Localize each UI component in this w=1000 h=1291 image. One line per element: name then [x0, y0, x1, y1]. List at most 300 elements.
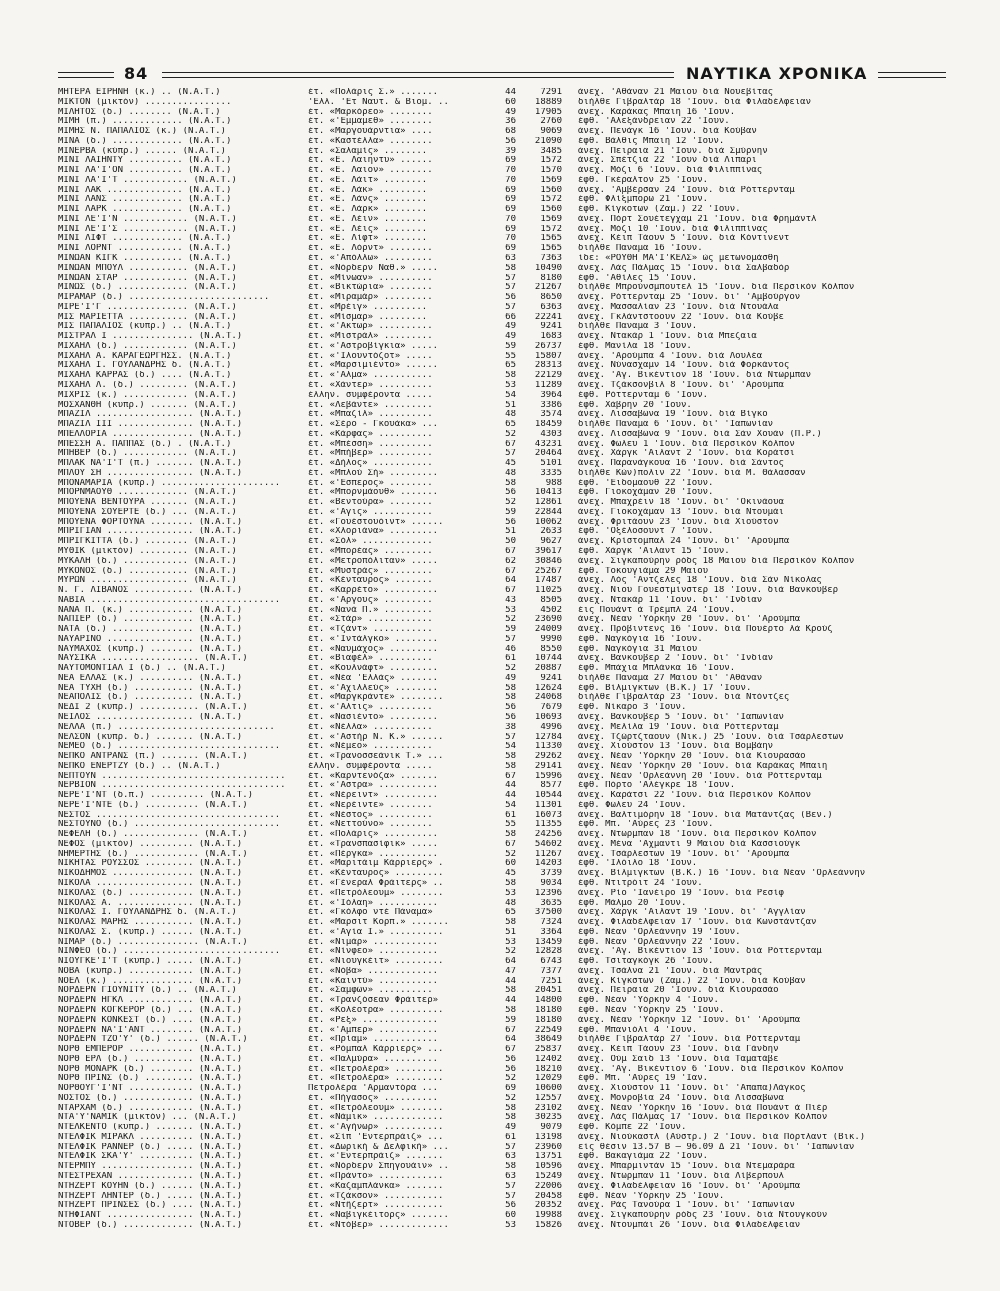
table-row	[58, 1016, 958, 1026]
ship-code: 58	[505, 761, 516, 771]
ship-tonnage: 25837	[534, 1045, 562, 1055]
ship-movement: άνεχ. Ρίο 'Ιανέϊρο 19 'Ιουν. διὰ Ρεσίφ	[578, 888, 784, 898]
ship-tonnage: 18210	[534, 1064, 562, 1074]
ship-movement: άνεχ. 'Αγ. Βικέντιον 18 'Ιουν. διὰ Ντῶρμπαν	[578, 371, 811, 381]
table-row	[58, 1192, 958, 1202]
ship-name: ΜΙΝΙ ΛΑΚ .............. (Ν.Α.Τ.)	[58, 185, 232, 195]
ship-movement: έφθ. Νέαν 'Ορλεάννην 19 'Ιουν.	[578, 927, 741, 937]
ship-owner: 'Ελλ. 'Ετ Ναυτ. & Βιομ. ..	[308, 97, 449, 107]
ship-movement: άνεχ. Νέαν 'Υόρκην 12 'Ιουν. δι' 'Αρούμπα	[578, 1015, 801, 1025]
ship-code: 53	[505, 1220, 516, 1230]
ship-owner: έτ. «Σαλαμίς» ........	[308, 146, 428, 156]
ship-movement: άνεχ. Νέαν 'Υόρκην 16 'Ιουν. διὰ Πουάντ ὰ Πιέρ	[578, 1103, 828, 1113]
ship-name: ΝΤΗΖΕΡΤ ΠΡΙΝΣΕΣ (δ.) .... (Ν.Α.Τ.)	[58, 1201, 243, 1211]
ship-movement: έφθ. Τοκουγιάμα 29 Μαΐου	[578, 566, 709, 576]
ship-name: ΜΙΧΑΗΛ ΚΑΡΡΑΣ (δ.) .... (Ν.Α.Τ.)	[58, 371, 232, 381]
table-row	[58, 1172, 958, 1182]
ship-movement: άνεχ. Σπέτζια 22 'Ιουν διὰ Λιπαρι	[578, 156, 757, 166]
ship-code: 58	[505, 1103, 516, 1113]
ship-owner: έτ. «'Αχιλλεύς» ........	[308, 683, 439, 693]
ship-movement: άνεχ. Φιλαδέλφειαν 17 'Ιουν. διὰ Κωνστάντζαν	[578, 918, 817, 928]
ship-owner: έτ. «Λεβάντε» .........	[308, 400, 433, 410]
ship-tonnage: 1560	[540, 185, 562, 195]
table-row	[58, 625, 958, 635]
ship-owner: έτ. «'Αστὴρ Ν. Κ.» ......	[308, 732, 444, 742]
ship-code: 58	[505, 918, 516, 928]
ship-code: 58	[505, 371, 516, 381]
ship-code: 69	[505, 195, 516, 205]
ship-code: 58	[505, 879, 516, 889]
ship-tonnage: 22241	[534, 312, 562, 322]
ship-name: ΝΕΛΣΟΝ (κυπρ. δ.) ....... (Ν.Α.Τ.)	[58, 732, 243, 742]
ship-movement: άνεχ. Βαλτιμόρην 18 'Ιουν. διὰ Ματάντζας (Βεν.)	[578, 810, 833, 820]
ship-name: ΝΕΔΙ 2 (κυπρ.) ........... (Ν.Α.Τ.)	[58, 703, 248, 713]
ship-name: ΝΤΕΛΦΙΚ ΜΙΡΑΚΛ .......... (Ν.Α.Τ.)	[58, 1132, 243, 1142]
ship-owner: έτ. «Κάρφας» ..........	[308, 429, 433, 439]
ship-name: ΝΕΣΤΟΣ ..................................	[58, 810, 281, 820]
ship-owner: έτ. «Νέρεϊντ» ..........	[308, 791, 439, 801]
table-row	[58, 1035, 958, 1045]
ship-name: ΜΠΛΟΥ ΣΗ ................ (Ν.Α.Τ.)	[58, 468, 243, 478]
table-row	[58, 195, 958, 205]
table-row	[58, 1104, 958, 1114]
ship-movement: άνεχ. Τζώρτζταουν (Νικ.) 25 'Ιουν. διὰ Τσάρλεστων	[578, 732, 844, 742]
ship-movement: άνεχ. 'Αθάναν 21 Μαΐου διὰ Νουεβίτας	[578, 88, 774, 97]
ship-owner: έτ. «Νίνφεο» ...........	[308, 947, 439, 957]
ship-code: 57	[505, 634, 516, 644]
ship-movement: έφθ. Κίγκοτων (Ζαμ.) 22 'Ιουν.	[578, 205, 741, 215]
ship-owner: έτ. «Ρόμπαλ Κάρριερς» ...	[308, 1045, 444, 1055]
ship-tonnage: 3635	[540, 898, 562, 908]
table-row	[58, 1006, 958, 1016]
ship-movement: άνεχ. Τσάλνα 21 'Ιουν. διὰ Μαντρὰς	[578, 966, 763, 976]
table-row	[58, 947, 958, 957]
ship-movement: έφθ. 'Αθίλες 15 'Ιουν.	[578, 273, 698, 283]
ship-owner: έτ. «Μετροπόλιταν» .....	[308, 556, 439, 566]
ship-name: ΜΙΝΙ ΛΕ'Ι'Ν ............ (Ν.Α.Τ.)	[58, 214, 237, 224]
ship-name: ΝΙΚΟΛΑΣ (δ.) ............ (Ν.Α.Τ.)	[58, 888, 243, 898]
table-row	[58, 908, 958, 918]
ship-code: 58	[505, 1162, 516, 1172]
ship-name: ΝΟΣΤΟΣ (δ.) ............. (Ν.Α.Τ.)	[58, 1093, 243, 1103]
table-row	[58, 615, 958, 625]
ship-name: ΝΤΕΣΤΡΕΧΑΝ .............. (Ν.Α.Τ.)	[58, 1171, 243, 1181]
ship-code: 67	[505, 771, 516, 781]
ship-code: 59	[505, 507, 516, 517]
ship-owner: έτ. «Ε. Λαϊον» ........	[308, 166, 433, 176]
table-row	[58, 840, 958, 850]
ship-code: 57	[505, 1181, 516, 1191]
ship-owner: Πετρολέρα 'Αρμαντόρα ...	[308, 1084, 439, 1094]
table-row	[58, 527, 958, 537]
table-row	[58, 801, 958, 811]
ship-owner: έτ. «Νάμικ» .............	[308, 1113, 444, 1123]
ship-name: ΝΕΙΛΟΣ .................. (Ν.Α.Τ.)	[58, 713, 243, 722]
ship-code: 45	[505, 869, 516, 879]
ship-name: ΝΙΚΟΛΑΣ ΜΑΡΗΣ ........... (Ν.Α.Τ.)	[58, 918, 243, 928]
ship-code: 61	[505, 654, 516, 664]
ship-code: 58	[505, 683, 516, 693]
ship-name: ΝΕΠΤΟΥΝ ..................................	[58, 771, 286, 781]
ship-owner: έτ. «Σέρο - Γκουάκα» ...	[308, 420, 439, 430]
ship-tonnage: 15996	[534, 771, 562, 781]
ship-code: 49	[505, 107, 516, 117]
table-row	[58, 352, 958, 362]
ship-name: ΝΙΜΑΡ (δ.) ............... (Ν.Α.Τ.)	[58, 937, 248, 947]
ship-name: ΝΑΥΜΑΧΟΣ (κυπρ.) ........ (Ν.Α.Τ.)	[58, 644, 243, 654]
ship-owner: έτ. «Τζάντ» ...........	[308, 625, 433, 635]
ship-name: ΜΙΧΑΗΛ (δ.) ............ (Ν.Α.Τ.)	[58, 341, 237, 351]
ship-movement: έφθ. Ναγκόγια 31 Μαΐου	[578, 644, 698, 654]
ship-tonnage: 15826	[534, 1220, 562, 1230]
ship-tonnage: 15249	[534, 1171, 562, 1181]
ship-owner: έτ. «Ε. Λάκ» .........	[308, 185, 428, 195]
ship-movement: έφθ. Βάλθις Μπαϊη 12 'Ιουν.	[578, 136, 725, 146]
ship-movement: διήλθε Κὼν)πολιν 22 'Ιουν. διὰ Μ. Θάλασσαν	[578, 468, 806, 478]
ship-owner: έτ. «Χάντερ» ..........	[308, 380, 433, 390]
ship-tonnage: 13459	[534, 937, 562, 947]
ship-tonnage: 7377	[540, 966, 562, 976]
ship-code: 63	[505, 1171, 516, 1181]
ship-tonnage: 11355	[534, 820, 562, 830]
ship-movement: άνεχ. Μπαχρέϊν 18 'Ιουν. δι' 'Οκινάουα	[578, 498, 784, 508]
ship-movement: άνεχ. Ντουμπάϊ 26 'Ιουν. διὰ Φιλαδέλφειαν	[578, 1220, 801, 1230]
ship-owner: έτ. «Σαμφῶν» ..........	[308, 986, 433, 996]
ship-owner: έτ. «Μίνωαν» ..........	[308, 273, 433, 283]
ship-owner: έτ. «Ναβιγκέϊτορς» .......	[308, 1211, 449, 1221]
ship-tonnage: 20887	[534, 664, 562, 674]
ship-tonnage: 3386	[540, 400, 562, 410]
ship-movement: άνεχ. Χάργκ 'Αϊλαντ 19 'Ιουν. δι' 'Αγγλίαν	[578, 908, 806, 918]
ship-code: 57	[505, 302, 516, 312]
ship-code: 44	[505, 791, 516, 801]
ship-movement: άνεχ. Κέϊπ Τάουν 23 'Ιουν. διὰ Γάνδην	[578, 1045, 779, 1055]
ship-owner: έτ. «Γουέστουόϊντ» ......	[308, 517, 444, 527]
ship-movement: έφθ. 'Οξέλοσουντ 7 'Ιουν.	[578, 527, 714, 537]
ship-owner: έτ. «Ε. Λόρντ» ........	[308, 244, 433, 254]
ship-owner: έτ. «'Αμπερ» ...........	[308, 1025, 439, 1035]
ship-movement: άνεχ. Φῶλεϋ 1 'Ιουν. διὰ Περσικὸν Κόλπον	[578, 439, 795, 449]
ship-owner: έτ. «Πολάρις Σ.» .......	[308, 88, 439, 97]
ship-name: ΜΙΧΑΗΛ Ι. ΓΟΥΛΑΝΔΡΗΣ δ. (Ν.Α.Τ.)	[58, 361, 232, 371]
ship-movement: άνεχ. 'Αγ. Βικέντιον 6 'Ιουν. διὰ Περσικὸν Κόλπον	[578, 1064, 844, 1074]
ship-owner: έτ. «Μαργκράντε» ........	[308, 693, 444, 703]
table-row	[58, 342, 958, 352]
ship-movement: άνεχ. Κίγκστων (Ζαμ.) 22 'Ιουν. διὰ Κούβαν	[578, 976, 806, 986]
ship-tonnage: 10062	[534, 517, 562, 527]
ship-code: 56	[505, 1201, 516, 1211]
ship-tonnage: 12784	[534, 732, 562, 742]
table-row	[58, 1055, 958, 1065]
ship-tonnage: 28313	[534, 361, 562, 371]
ship-name: ΜΠΡΙΓΙΑΝ ................ (Ν.Α.Τ.)	[58, 527, 243, 537]
table-row	[58, 498, 958, 508]
ship-movement: έφθ. Γκέραλτον 25 'Ιουν.	[578, 175, 709, 185]
ship-name: ΜΙΝΕΡΒΑ (κύπρ.) ...... (Ν.Α.Τ.)	[58, 146, 226, 156]
ship-tonnage: 30235	[534, 1113, 562, 1123]
ship-movement: άνεχ. Κρίστομπαλ 24 'Ιουν. δι' 'Αρούμπα	[578, 537, 790, 547]
ship-code: 58	[505, 1113, 516, 1123]
ship-owner: έτ. «Μαργουάρντια» ....	[308, 127, 433, 137]
ship-tonnage: 17905	[534, 107, 562, 117]
table-row	[58, 488, 958, 498]
ship-code: 49	[505, 332, 516, 342]
table-row	[58, 459, 958, 469]
ship-movement: άνεχ. Πόρτ Σουέτεγχαμ 21 'Ιουν. διὰ Φρημάντλ	[578, 214, 817, 224]
ship-name: ΝΙΚΟΛΑΣ Ι. ΓΟΥΛΑΝΔΡΗΣ δ. (Ν.Α.Τ.)	[58, 908, 237, 918]
table-row	[58, 264, 958, 274]
ship-movement: άνεχ. Ρὰς Τανούρα 1 'Ιουν. δι' 'Ιαπωνίαν	[578, 1201, 795, 1211]
ship-movement: έφθ. Ντιτρόϊτ 24 'Ιουν.	[578, 879, 703, 889]
table-row	[58, 469, 958, 479]
ship-code: 39	[505, 146, 516, 156]
ship-code: 70	[505, 175, 516, 185]
table-row	[58, 205, 958, 215]
ship-name: ΜΙΝΙ ΛΟΡΝΤ ............ (Ν.Α.Τ.)	[58, 244, 232, 254]
table-row	[58, 684, 958, 694]
ship-owner: έτ. «Νεττούνο» ........	[308, 820, 433, 830]
ship-owner: έτ. «Ε. Λάϊτ» ........	[308, 175, 428, 185]
ship-code: 51	[505, 527, 516, 537]
ship-code: 62	[505, 556, 516, 566]
ship-tonnage: 10693	[534, 713, 562, 722]
ship-code: 53	[505, 380, 516, 390]
table-row	[58, 762, 958, 772]
ship-movement: έφθ. Βίλμιγκτων (Β.Κ.) 17 'Ιουν.	[578, 683, 752, 693]
ship-code: 52	[505, 664, 516, 674]
ship-code: 70	[505, 214, 516, 224]
ship-name: ΝΤΑΡΧΑΜ (δ.) ............ (Ν.Α.Τ.)	[58, 1103, 243, 1113]
ship-code: 52	[505, 1093, 516, 1103]
ship-name: ΝΤΟΒΕΡ (δ.) ............. (Ν.Α.Τ.)	[58, 1220, 243, 1230]
ship-tonnage: 24009	[534, 625, 562, 635]
ship-owner: έτ. «Ντόβερ» .............	[308, 1220, 449, 1230]
ship-owner: έτ. «Κένταυρος» .......	[308, 576, 433, 586]
ship-movement: είς θέσιν 13.57 Β — 96.09 Δ 21 'Ιουν. δι' 'Ιαπωνίαν	[578, 1142, 855, 1152]
ship-tonnage: 39617	[534, 546, 562, 556]
ship-tonnage: 4502	[540, 605, 562, 615]
ship-owner: έτ. «Στάρ» ............	[308, 615, 433, 625]
ship-code: 60	[505, 1211, 516, 1221]
table-row	[58, 938, 958, 948]
table-row	[58, 479, 958, 489]
ship-owner: έτ. «Μπορνμάουθ» .......	[308, 488, 439, 498]
ship-owner: έτ. «Νόρδερν Σπηγουάϊν» ..	[308, 1162, 449, 1172]
ship-tonnage: 8505	[540, 595, 562, 605]
table-row	[58, 1182, 958, 1192]
ship-name: ΜΠΕΛΛΟΡΙΑ ............... (Ν.Α.Τ.)	[58, 429, 243, 439]
ship-name: ΝΤΕΛΦΙΚ ΡΑΝΝΕΡ (δ.) ..... (Ν.Α.Τ.)	[58, 1142, 243, 1152]
ship-owner: έτ. «Παλμύρα» ..........	[308, 1054, 439, 1064]
ship-name: ΜΙΣΤΡΑΛ Ι ............... (Ν.Α.Τ.)	[58, 332, 243, 342]
ship-code: 48	[505, 410, 516, 420]
ship-owner: έτ. «Πετρολέρα» .........	[308, 1064, 444, 1074]
ship-code: 65	[505, 361, 516, 371]
ship-code: 57	[505, 1191, 516, 1201]
ship-tonnage: 9069	[540, 127, 562, 137]
ship-code: 59	[505, 625, 516, 635]
ship-movement: διήλθε Μπρούνσμπουτελ 15 'Ιουν. διὰ Περσικὸν Κόλπον	[578, 283, 855, 293]
ship-movement: άνεχ. Νέαν 'Υόρκην 20 'Ιουν. διὰ Καράκας Μπαϊη	[578, 761, 828, 771]
ship-movement: διήλθε Παναμᾶ 27 Μαΐου δι' 'Αθάναν	[578, 673, 763, 683]
ship-movement: άνεχ. Ντῶρμπαν 18 'Ιουν. διὰ Περσικὸν Κόλπον	[578, 830, 817, 840]
ship-movement: άνεχ. Ντακὰρ 1 'Ιουν. διὰ Μπεζαΐα	[578, 332, 757, 342]
ship-movement: άνεχ. Καράτσι 22 'Ιουν. διὰ Περσικὸν Κόλπον	[578, 791, 811, 801]
ship-owner: έτ. «'Ακτωρ» ..........	[308, 322, 433, 332]
ship-owner: έτ. «Μιραμάρ» .........	[308, 293, 433, 303]
table-row	[58, 244, 958, 254]
ship-movement: άνεχ. Λισσαβῶνα 19 'Ιουν. διὰ Βίγκο	[578, 410, 768, 420]
ship-tonnage: 22549	[534, 1025, 562, 1035]
ship-movement: άνεχ. Χάργκ 'Αϊλαντ 2 'Ιουν. διὰ Κοράτσι	[578, 449, 795, 459]
ship-code: 59	[505, 1015, 516, 1025]
ship-movement: άνεχ. Βανκοῦβερ 5 'Ιουν. δι' 'Ιαπωνίαν	[578, 713, 784, 722]
ship-tonnage: 3485	[540, 146, 562, 156]
ship-owner: έτ. «Πράντο» ............	[308, 1171, 444, 1181]
ship-tonnage: 26737	[534, 341, 562, 351]
ship-owner: έτ. «Νόβα» .............	[308, 966, 439, 976]
ship-tonnage: 29141	[534, 761, 562, 771]
ship-owner: έτ. «Ναυμάχος» .........	[308, 644, 439, 654]
table-row	[58, 557, 958, 567]
table-row	[58, 166, 958, 176]
table-row	[58, 322, 958, 332]
ship-owner: έτ. «Καζαμπλάνκα» .......	[308, 1181, 444, 1191]
ship-name: ΝΑΥΣΙΚΑ .................. (Ν.Α.Τ.)	[58, 654, 248, 664]
ship-name: ΜΙΝΑ (δ.) ............. (Ν.Α.Τ.)	[58, 136, 232, 146]
ship-code: 38	[505, 722, 516, 732]
ship-owner: έτ. «Τρανοσσεάνικ Τ.» ...	[308, 752, 444, 762]
ship-tonnage: 11267	[534, 849, 562, 859]
ship-name: ΝΕΑΠΟΛΙΣ (δ.) ........... (Ν.Α.Τ.)	[58, 693, 243, 703]
ship-code: 56	[505, 1054, 516, 1064]
ship-owner: έτ. «Γένεραλ Φράϊτερς» ..	[308, 879, 444, 889]
ship-code: 67	[505, 566, 516, 576]
ship-movement: έφθ. Μάλμο 20 'Ιουν.	[578, 898, 687, 908]
ship-name: ΝΟΡΔΕΡΝ ΓΙΟΥΝΙΤΥ (δ.) .. (Ν.Α.Τ.)	[58, 986, 237, 996]
ship-owner: έλλην. συμφέροντα .....	[308, 390, 433, 400]
ship-tonnage: 20352	[534, 1201, 562, 1211]
ship-owner: έτ. «Καιντύ» ...........	[308, 976, 439, 986]
ship-movement: άνεχ. Νέαν 'Υόρκην 20 'Ιουν. δι' 'Αρούμπα	[578, 615, 801, 625]
ship-tonnage: 1570	[540, 166, 562, 176]
ship-name: ΝΕΦΕΛΗ (δ.) .............. (Ν.Α.Τ.)	[58, 830, 248, 840]
table-row	[58, 899, 958, 909]
ship-code: 69	[505, 205, 516, 215]
ship-movement: έις Πουάντ ὰ Τρέμπλ 24 'Ιουν.	[578, 605, 736, 615]
ship-code: 54	[505, 800, 516, 810]
ship-code: 58	[505, 693, 516, 703]
ship-code: 59	[505, 341, 516, 351]
ship-movement: άνεχ. Οὗμ Σαΐδ 13 'Ιουν. διὰ Ταματάβε	[578, 1054, 779, 1064]
table-row	[58, 391, 958, 401]
ship-tonnage: 18889	[534, 97, 562, 107]
ship-code: 43	[505, 595, 516, 605]
ship-code: 55	[505, 820, 516, 830]
ship-name: ΝΟΡΔΕΡΝ ΚΟΓΚΕΡΟΡ (δ.) ... (Ν.Α.Τ.)	[58, 1005, 243, 1015]
ship-name: ΝΕΡΕ'Ι'ΝΤΕ (δ.) .......... (Ν.Α.Τ.)	[58, 800, 248, 810]
ship-owner: έτ. «Μαρσιμιέντο» ......	[308, 361, 439, 371]
ship-owner: έτ. «Ε. Λάρκ» ........	[308, 205, 428, 215]
ship-tonnage: 7363	[540, 254, 562, 264]
ship-owner: έτ. «Βικτώρια» ........	[308, 283, 433, 293]
ship-name: ΝΕΜΕΟ (δ.) ..............................	[58, 742, 281, 752]
ship-tonnage: 9990	[540, 634, 562, 644]
table-row	[58, 567, 958, 577]
ship-list	[58, 88, 958, 1231]
ship-tonnage: 22129	[534, 371, 562, 381]
ship-movement: έφθ. Νέαν 'Υόρκην 25 'Ιουν.	[578, 1005, 725, 1015]
ship-owner: έτ. «Μαρκόρεο» ........	[308, 107, 433, 117]
ship-tonnage: 2633	[540, 527, 562, 537]
ship-owner: έτ. «Πέργκα» ...........	[308, 849, 439, 859]
table-row	[58, 1162, 958, 1172]
ship-owner: έτ. «Μπορέας» .........	[308, 546, 433, 556]
ship-movement: άνεχ. Βανκοῦβερ 2 'Ιουν. δι' 'Ινδίαν	[578, 654, 774, 664]
table-row	[58, 537, 958, 547]
ship-tonnage: 11289	[534, 380, 562, 390]
table-row	[58, 449, 958, 459]
ship-name: ΝΤΑ'Υ'ΝΑΜΙΚ (μικτόν) ... (Ν.Α.Τ.)	[58, 1113, 237, 1123]
ship-code: 70	[505, 166, 516, 176]
ship-tonnage: 10596	[534, 1162, 562, 1172]
ship-movement: διήλθε Γιβραλτὰρ 23 'Ιουν. διὰ Ντόντζες	[578, 693, 790, 703]
ship-name: ΝΙΝΦΕΟ (δ.) .............................	[58, 947, 281, 957]
table-row	[58, 1211, 958, 1221]
ship-code: 67	[505, 1045, 516, 1055]
table-row	[58, 869, 958, 879]
ship-code: 57	[505, 283, 516, 293]
ship-movement: άνεχ. Λὸς 'Αντζελες 18 'Ιουν. διὰ Σὰν Νίκολας	[578, 576, 822, 586]
ship-code: 36	[505, 117, 516, 127]
ship-owner: έτ. «Κολέοτρα» ..........	[308, 1005, 444, 1015]
table-row	[58, 274, 958, 284]
table-row	[58, 108, 958, 118]
header-rule-left	[58, 72, 114, 78]
ship-name: ΝΑΝΑ Π. (κ.) ............ (Ν.Α.Τ.)	[58, 605, 243, 615]
table-row	[58, 645, 958, 655]
ship-name: ΝΗΜΕΡΤΗΣ (δ.) ............ (Ν.Α.Τ.)	[58, 849, 248, 859]
table-row	[58, 1074, 958, 1084]
ship-owner: έτ. «Νόρδερν Ναθ.» .....	[308, 263, 439, 273]
ship-code: 44	[505, 781, 516, 791]
ship-tonnage: 24256	[534, 830, 562, 840]
ship-movement: έφθ. Ναγκόγια 16 'Ιουν.	[578, 634, 703, 644]
ship-name: ΜΠΟΥΕΝΑ ΣΟΥΕΡΤΕ (δ.) ... (Ν.Α.Τ.)	[58, 507, 237, 517]
ship-code: 67	[505, 839, 516, 849]
ship-name: ΝΕΡΕ'Ι'ΝΤ (δ.π.) .......... (Ν.Α.Τ.)	[58, 791, 254, 801]
ship-owner: έτ. «Μπήβερ» ..........	[308, 449, 433, 459]
ship-code: 63	[505, 1152, 516, 1162]
ship-code: 67	[505, 1025, 516, 1035]
ship-code: 66	[505, 312, 516, 322]
ship-code: 58	[505, 830, 516, 840]
ship-tonnage: 3739	[540, 869, 562, 879]
ship-name: ΜΥΡΩΝ .................. (Ν.Α.Τ.)	[58, 576, 237, 586]
ship-movement: έφθ. Νέαν 'Υόρκην 25 'Ιουν.	[578, 1191, 725, 1201]
table-row	[58, 254, 958, 264]
ship-movement: άνεχ. Χιούστον 13 'Ιουν. διὰ Βομβάην	[578, 742, 774, 752]
ship-tonnage: 3335	[540, 468, 562, 478]
table-row	[58, 1084, 958, 1094]
table-row	[58, 772, 958, 782]
ship-name: ΜΠΑΖΙΛ .................. (Ν.Α.Τ.)	[58, 410, 243, 420]
table-row	[58, 225, 958, 235]
ship-tonnage: 17487	[534, 576, 562, 586]
table-row	[58, 98, 958, 108]
ship-owner: έτ. «Νασιέντο» .........	[308, 713, 439, 722]
ship-name: ΝΑΥΑΡΙΝΟ ................ (Ν.Α.Τ.)	[58, 634, 243, 644]
